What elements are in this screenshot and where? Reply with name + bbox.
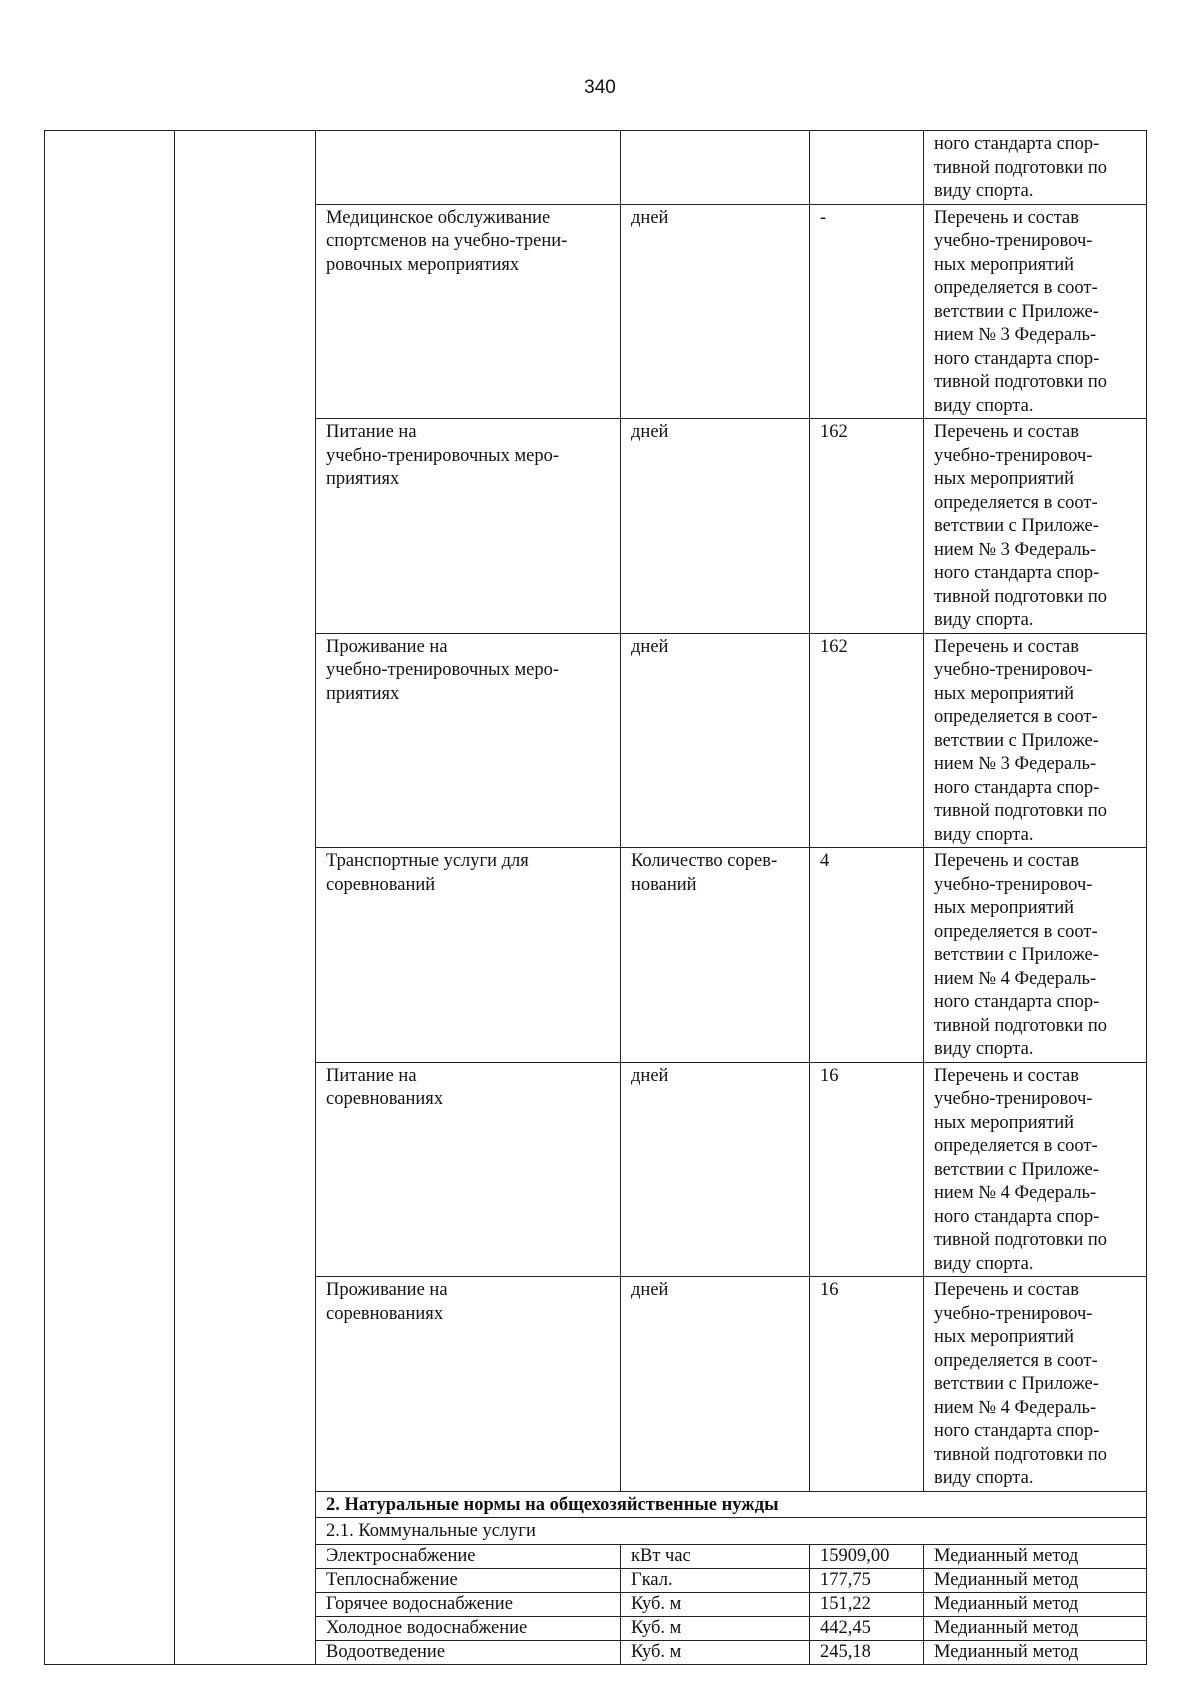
item-name-cell: Питание на учебно-тренировочных меро- приятиях xyxy=(316,419,621,634)
item-name-cell: Водоотведение xyxy=(316,1640,621,1664)
unit-cell xyxy=(621,131,810,205)
unit-cell: Количество сорев- нований xyxy=(621,848,810,1063)
section-title: 2. Натуральные нормы на общехозяйственные нужды xyxy=(316,1491,1147,1518)
subsection-title: 2.1. Коммунальные услуги xyxy=(316,1518,1147,1545)
note-cell: Перечень и состав учебно-тренировоч- ных мероприятий определяется в соот- ветствии с Приложе- нием № 4 Федераль- ного стандарта спор- тивной подготовки по виду спорта. xyxy=(924,848,1147,1063)
value-cell: 162 xyxy=(810,419,924,634)
value-cell: 245,18 xyxy=(810,1640,924,1664)
column-2-empty xyxy=(175,131,316,1665)
item-name-cell: Электроснабжение xyxy=(316,1544,621,1568)
note-cell: Перечень и состав учебно-тренировоч- ных мероприятий определяется в соот- ветствии с Приложе- нием № 3 Федераль- ного стандарта спор- тивной подготовки по виду спорта. xyxy=(924,633,1147,848)
unit-cell: дней xyxy=(621,419,810,634)
unit-cell: Куб. м xyxy=(621,1640,810,1664)
method-cell: Медианный метод xyxy=(924,1592,1147,1616)
page-number: 340 xyxy=(584,77,616,98)
value-cell: 15909,00 xyxy=(810,1544,924,1568)
method-cell: Медианный метод xyxy=(924,1544,1147,1568)
item-name-cell: Медицинское обслуживание спортсменов на учебно-трени- ровочных мероприятиях xyxy=(316,204,621,419)
note-cell: Перечень и состав учебно-тренировоч- ных мероприятий определяется в соот- ветствии с Приложе- нием № 3 Федераль- ного стандарта спор- тивной подготовки по виду спорта. xyxy=(924,204,1147,419)
note-cell: Перечень и состав учебно-тренировоч- ных мероприятий определяется в соот- ветствии с Приложе- нием № 4 Федераль- ного стандарта спор- тивной подготовки по виду спорта. xyxy=(924,1277,1147,1492)
item-name-cell: Питание на соревнованиях xyxy=(316,1062,621,1277)
value-cell: 162 xyxy=(810,633,924,848)
method-cell: Медианный метод xyxy=(924,1640,1147,1664)
item-name-cell: Проживание на учебно-тренировочных меро- приятиях xyxy=(316,633,621,848)
value-cell: - xyxy=(810,204,924,419)
value-cell: 177,75 xyxy=(810,1568,924,1592)
note-cell: Перечень и состав учебно-тренировоч- ных мероприятий определяется в соот- ветствии с Приложе- нием № 3 Федераль- ного стандарта спор- тивной подготовки по виду спорта. xyxy=(924,419,1147,634)
item-name-cell xyxy=(316,131,621,205)
unit-cell: Гкал. xyxy=(621,1568,810,1592)
value-cell: 442,45 xyxy=(810,1616,924,1640)
value-cell: 4 xyxy=(810,848,924,1063)
unit-cell: Куб. м xyxy=(621,1616,810,1640)
item-name-cell: Горячее водоснабжение xyxy=(316,1592,621,1616)
unit-cell: дней xyxy=(621,1277,810,1492)
column-1-empty xyxy=(45,131,175,1665)
method-cell: Медианный метод xyxy=(924,1568,1147,1592)
note-cell: ного стандарта спор- тивной подготовки по виду спорта. xyxy=(924,131,1147,205)
note-cell: Перечень и состав учебно-тренировоч- ных мероприятий определяется в соот- ветствии с Приложе- нием № 4 Федераль- ного стандарта спор- тивной подготовки по виду спорта. xyxy=(924,1062,1147,1277)
item-name-cell: Транспортные услуги для соревнований xyxy=(316,848,621,1063)
unit-cell: кВт час xyxy=(621,1544,810,1568)
norms-table xyxy=(44,130,1147,1665)
value-cell: 16 xyxy=(810,1062,924,1277)
unit-cell: дней xyxy=(621,633,810,848)
value-cell: 16 xyxy=(810,1277,924,1492)
unit-cell: дней xyxy=(621,204,810,419)
item-name-cell: Теплоснабжение xyxy=(316,1568,621,1592)
unit-cell: дней xyxy=(621,1062,810,1277)
table-row-continuation xyxy=(45,131,1147,205)
item-name-cell: Холодное водоснабжение xyxy=(316,1616,621,1640)
value-cell: 151,22 xyxy=(810,1592,924,1616)
value-cell xyxy=(810,131,924,205)
item-name-cell: Проживание на соревнованиях xyxy=(316,1277,621,1492)
unit-cell: Куб. м xyxy=(621,1592,810,1616)
method-cell: Медианный метод xyxy=(924,1616,1147,1640)
